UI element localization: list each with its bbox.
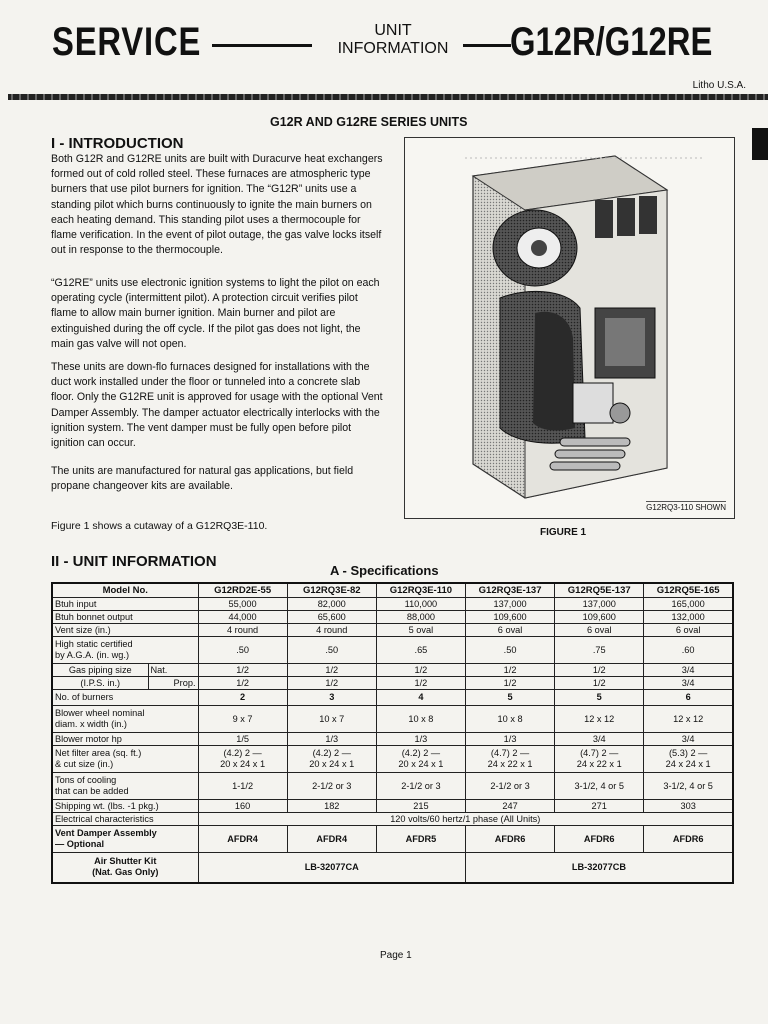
row-label: Electrical characteristics <box>52 813 198 826</box>
table-row <box>52 733 733 746</box>
model-header: G12RQ3E-110 <box>376 583 465 598</box>
table-row <box>52 826 733 853</box>
furnace-cutaway-illustration <box>405 138 734 518</box>
table-cell: .50 <box>287 637 376 664</box>
table-cell: 132,000 <box>644 611 733 624</box>
table-row <box>52 800 733 813</box>
row-label <box>52 706 198 733</box>
table-cell: AFDR6 <box>465 826 554 853</box>
row-label <box>52 826 198 853</box>
table-cell: 10 x 7 <box>287 706 376 733</box>
filter-size: 20 x 24 x 1 <box>398 759 444 769</box>
specifications-table <box>51 582 734 884</box>
table-row <box>52 598 733 611</box>
header-divider <box>8 94 768 100</box>
table-cell: 109,600 <box>465 611 554 624</box>
table-cell: 88,000 <box>376 611 465 624</box>
row-label-line: High static certified <box>55 639 133 649</box>
table-cell: 1-1/2 <box>198 773 287 800</box>
table-cell <box>465 746 554 773</box>
table-cell: .60 <box>644 637 733 664</box>
table-cell: 110,000 <box>376 598 465 611</box>
table-cell: 165,000 <box>644 598 733 611</box>
table-cell: 303 <box>644 800 733 813</box>
table-cell: 3-1/2, 4 or 5 <box>644 773 733 800</box>
filter-area: (4.2) 2 — <box>401 748 441 758</box>
table-cell: .50 <box>465 637 554 664</box>
table-cell: 160 <box>198 800 287 813</box>
litho-note: Litho U.S.A. <box>692 80 746 91</box>
table-cell: 12 x 12 <box>644 706 733 733</box>
row-label <box>52 637 198 664</box>
table-cell: 109,600 <box>555 611 644 624</box>
table-cell: 4 round <box>287 624 376 637</box>
table-row <box>52 746 733 773</box>
table-row <box>52 690 733 706</box>
table-cell: 3-1/2, 4 or 5 <box>555 773 644 800</box>
row-label: Shipping wt. (lbs. -1 pkg.) <box>52 800 198 813</box>
header-unit-information <box>318 22 468 58</box>
table-cell <box>644 746 733 773</box>
table-cell: 5 oval <box>376 624 465 637</box>
filter-area: (4.7) 2 — <box>490 748 530 758</box>
page-number: Page 1 <box>380 950 412 961</box>
table-row <box>52 773 733 800</box>
filter-area: (4.2) 2 — <box>312 748 351 758</box>
table-cell: 120 volts/60 hertz/1 phase (All Units) <box>198 813 733 826</box>
table-cell: 3 <box>287 690 376 706</box>
table-row <box>52 583 733 598</box>
unit-info-heading: II - UNIT INFORMATION <box>51 553 217 570</box>
table-cell: 3/4 <box>644 664 733 677</box>
table-cell: 1/2 <box>555 677 644 690</box>
table-cell: 12 x 12 <box>555 706 644 733</box>
row-label: Gas piping size <box>52 664 148 677</box>
table-cell: 1/2 <box>287 677 376 690</box>
figure-model-note: G12RQ3-110 SHOWN <box>646 503 726 512</box>
figure-reference: Figure 1 shows a cutaway of a G12RQ3E-110. <box>51 520 268 532</box>
table-cell: 3/4 <box>644 733 733 746</box>
intro-para-3: These units are down-flo furnaces designed for installations with the duct work installed under the floor or tunneled into a concrete slab floor. Only the G12RE unit is approved for usage with the optional Vent Damper Assembly. The damper actuator electrically interlocks with the ignition system. The vent damper must be fully open before pilot ignition can occur. <box>51 361 383 450</box>
table-cell <box>376 746 465 773</box>
table-cell: 2 <box>198 690 287 706</box>
table-cell: 1/2 <box>376 664 465 677</box>
table-cell: 10 x 8 <box>465 706 554 733</box>
table-cell <box>555 746 644 773</box>
table-cell: 1/2 <box>465 664 554 677</box>
table-cell: 1/2 <box>465 677 554 690</box>
row-label-line: Vent Damper Assembly <box>55 828 157 838</box>
filter-size: 24 x 22 x 1 <box>487 759 533 769</box>
table-cell: AFDR5 <box>376 826 465 853</box>
table-cell <box>287 746 376 773</box>
table-cell: .75 <box>555 637 644 664</box>
model-header: G12RD2E-55 <box>198 583 287 598</box>
row-label-line: Blower wheel nominal <box>55 708 145 718</box>
header-unit-line1: UNIT <box>374 22 412 39</box>
table-cell: 1/2 <box>198 664 287 677</box>
intro-para-1: Both G12R and G12RE units are built with Duracurve heat exchangers formed out of cold rolled steel. These furnaces are atmospheric type burners that use pilot burners for ignition. The “G12R” units use a standing pilot which burns continuously to ignite the main burners on each heating demand. This standing pilot uses a thermocouple for flame verification. In the event of pilot outage, the gas valve locks itself out in response to the thermocouple. <box>51 153 383 257</box>
row-label <box>52 773 198 800</box>
table-cell: 2-1/2 or 3 <box>376 773 465 800</box>
model-no-header: Model No. <box>52 583 198 598</box>
table-row <box>52 611 733 624</box>
table-row <box>52 624 733 637</box>
table-cell: 215 <box>376 800 465 813</box>
table-cell: 2-1/2 or 3 <box>465 773 554 800</box>
table-row <box>52 664 733 677</box>
table-cell: 1/5 <box>198 733 287 746</box>
table-cell: 6 oval <box>465 624 554 637</box>
table-cell: 3/4 <box>555 733 644 746</box>
model-header: G12RQ5E-165 <box>644 583 733 598</box>
row-label-line: by A.G.A. (in. wg.) <box>55 650 130 660</box>
table-cell: .50 <box>198 637 287 664</box>
filter-area: (4.2) 2 — <box>223 748 262 758</box>
table-row <box>52 853 733 883</box>
row-label-line: — Optional <box>55 839 104 849</box>
table-cell: 9 x 7 <box>198 706 287 733</box>
table-cell: 6 oval <box>555 624 644 637</box>
row-label: Blower motor hp <box>52 733 198 746</box>
intro-heading: I - INTRODUCTION <box>51 135 184 152</box>
table-cell: 3/4 <box>644 677 733 690</box>
row-label-line: Tons of cooling <box>55 775 117 785</box>
figure-1-frame <box>404 137 735 519</box>
row-label <box>52 853 198 883</box>
table-cell: 137,000 <box>555 598 644 611</box>
table-cell: 1/2 <box>198 677 287 690</box>
table-cell: 1/3 <box>287 733 376 746</box>
figure-caption: FIGURE 1 <box>540 527 587 538</box>
row-label: No. of burners <box>52 690 198 706</box>
header-service: SERVICE <box>52 20 202 64</box>
table-cell: .65 <box>376 637 465 664</box>
intro-para-2: “G12RE” units use electronic ignition systems to light the pilot on each operating cycle (intermittent pilot). A protection circuit verifies pilot flame to allow main burner ignition. Main burner and pilot are extinguished during the off cycle. If the pilot gas does not light, the main gas valve will not open. <box>51 277 380 350</box>
table-cell: 247 <box>465 800 554 813</box>
table-cell: 1/3 <box>465 733 554 746</box>
row-sublabel: Prop. <box>148 677 198 690</box>
model-header: G12RQ3E-82 <box>287 583 376 598</box>
table-cell: 44,000 <box>198 611 287 624</box>
edge-tab-marker <box>752 128 768 160</box>
row-label-line: & cut size (in.) <box>55 759 114 769</box>
table-cell: 1/2 <box>287 664 376 677</box>
row-label-line: that can be added <box>55 786 129 796</box>
table-cell: LB-32077CA <box>198 853 465 883</box>
filter-area: (4.7) 2 — <box>580 748 619 758</box>
table-cell: 82,000 <box>287 598 376 611</box>
table-row <box>52 813 733 826</box>
row-label: Vent size (in.) <box>52 624 198 637</box>
intro-para-4: The units are manufactured for natural gas applications, but field propane changeover kits are available. <box>51 465 354 493</box>
table-cell: AFDR4 <box>287 826 376 853</box>
table-cell: 5 <box>555 690 644 706</box>
table-cell: 2-1/2 or 3 <box>287 773 376 800</box>
table-cell <box>198 746 287 773</box>
row-label-line: diam. x width (in.) <box>55 719 127 729</box>
table-cell: 10 x 8 <box>376 706 465 733</box>
table-cell: 4 <box>376 690 465 706</box>
table-cell: 6 oval <box>644 624 733 637</box>
table-cell: AFDR6 <box>555 826 644 853</box>
header-model: G12R/G12RE <box>510 20 713 64</box>
table-cell: 137,000 <box>465 598 554 611</box>
row-label-line: (Nat. Gas Only) <box>92 867 159 878</box>
header-unit-line2: INFORMATION <box>337 40 449 57</box>
table-cell: 4 round <box>198 624 287 637</box>
table-cell: 182 <box>287 800 376 813</box>
filter-size: 24 x 22 x 1 <box>576 759 622 769</box>
table-cell: 1/3 <box>376 733 465 746</box>
row-label: Btuh bonnet output <box>52 611 198 624</box>
table-cell: 55,000 <box>198 598 287 611</box>
table-cell: 1/2 <box>376 677 465 690</box>
header-rule-right <box>463 44 511 47</box>
series-subtitle: G12R AND G12RE SERIES UNITS <box>270 115 468 129</box>
header-rule-left <box>212 44 312 47</box>
table-cell: LB-32077CB <box>465 853 733 883</box>
row-label: Btuh input <box>52 598 198 611</box>
table-cell: AFDR6 <box>644 826 733 853</box>
row-label-line: Air Shutter Kit <box>94 856 157 867</box>
specifications-title: A - Specifications <box>330 563 439 578</box>
row-sublabel: Nat. <box>148 664 198 677</box>
table-row <box>52 637 733 664</box>
table-row <box>52 706 733 733</box>
table-cell: 271 <box>555 800 644 813</box>
row-label: (I.P.S. in.) <box>52 677 148 690</box>
table-row <box>52 677 733 690</box>
filter-size: 24 x 24 x 1 <box>665 759 711 769</box>
filter-area: (5.3) 2 — <box>669 748 708 758</box>
row-label-line: Net filter area (sq. ft.) <box>55 748 142 758</box>
row-label <box>52 746 198 773</box>
filter-size: 20 x 24 x 1 <box>309 759 355 769</box>
model-header: G12RQ3E-137 <box>465 583 554 598</box>
table-cell: 65,600 <box>287 611 376 624</box>
table-cell: AFDR4 <box>198 826 287 853</box>
model-header: G12RQ5E-137 <box>555 583 644 598</box>
table-cell: 5 <box>465 690 554 706</box>
table-cell: 1/2 <box>555 664 644 677</box>
table-cell: 6 <box>644 690 733 706</box>
filter-size: 20 x 24 x 1 <box>220 759 266 769</box>
